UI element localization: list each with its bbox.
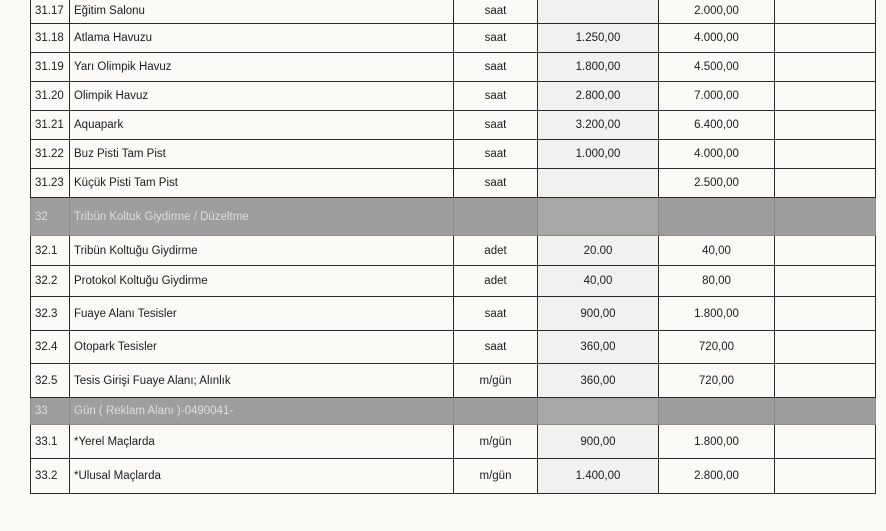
section-header-row [31, 198, 876, 236]
item-description: Küçük Pisti Tam Pist [70, 169, 454, 198]
price-cell-1: 900,00 [538, 425, 659, 459]
price-cell-2: 2.800,00 [659, 459, 775, 494]
item-unit: m/gün [454, 459, 538, 494]
item-number: 32 [31, 198, 70, 236]
price-cell-1: 20.00 [538, 236, 659, 266]
item-description: Otopark Tesisler [70, 331, 454, 364]
item-number: 31.23 [31, 169, 70, 198]
empty-cell [775, 266, 876, 297]
empty-cell [775, 111, 876, 140]
price-cell-1 [538, 0, 659, 24]
item-unit: m/gün [454, 425, 538, 459]
item-number: 33.2 [31, 459, 70, 494]
table-row [31, 297, 876, 331]
item-number: 31.21 [31, 111, 70, 140]
unit-cell [454, 198, 538, 236]
item-description: Eğitim Salonu [70, 0, 454, 24]
empty-cell [775, 236, 876, 266]
empty-cell [775, 198, 876, 236]
table-row [31, 140, 876, 169]
item-unit: saat [454, 53, 538, 82]
item-number: 31.20 [31, 82, 70, 111]
tariff-table-body [31, 0, 876, 494]
item-number: 31.22 [31, 140, 70, 169]
price-cell-1 [538, 198, 659, 236]
empty-cell [775, 364, 876, 398]
item-number: 31.18 [31, 24, 70, 53]
empty-cell [775, 398, 876, 425]
item-description: Tribün Koltuğu Giydirme [70, 236, 454, 266]
item-unit: saat [454, 82, 538, 111]
price-cell-1: 3.200,00 [538, 111, 659, 140]
unit-cell [454, 398, 538, 425]
price-cell-1: 360,00 [538, 364, 659, 398]
item-description: Atlama Havuzu [70, 24, 454, 53]
item-unit: saat [454, 111, 538, 140]
item-description: Tesis Girişi Fuaye Alanı; Alınlık [70, 364, 454, 398]
item-description: Protokol Koltuğu Giydirme [70, 266, 454, 297]
section-title: Gün ( Reklam Alanı )-0490041- [70, 398, 454, 425]
table-row [31, 331, 876, 364]
item-description: Fuaye Alanı Tesisler [70, 297, 454, 331]
price-cell-2: 1.800,00 [659, 297, 775, 331]
item-description: *Ulusal Maçlarda [70, 459, 454, 494]
price-cell-2: 7.000,00 [659, 82, 775, 111]
item-unit: saat [454, 140, 538, 169]
price-cell-1 [538, 169, 659, 198]
item-number: 32.2 [31, 266, 70, 297]
item-number: 32.3 [31, 297, 70, 331]
table-row [31, 82, 876, 111]
empty-cell [775, 53, 876, 82]
price-cell-2: 4.000,00 [659, 24, 775, 53]
table-row [31, 169, 876, 198]
price-cell-2: 720,00 [659, 364, 775, 398]
item-number: 33.1 [31, 425, 70, 459]
empty-cell [775, 169, 876, 198]
table-row [31, 459, 876, 494]
price-cell-2: 40,00 [659, 236, 775, 266]
item-description: Buz Pisti Tam Pist [70, 140, 454, 169]
price-cell-2: 720,00 [659, 331, 775, 364]
price-cell-1: 900,00 [538, 297, 659, 331]
table-row [31, 425, 876, 459]
item-number: 32.5 [31, 364, 70, 398]
empty-cell [775, 331, 876, 364]
table-row [31, 111, 876, 140]
tariff-table [30, 0, 876, 494]
price-cell-2: 2.500,00 [659, 169, 775, 198]
item-number: 31.19 [31, 53, 70, 82]
table-row [31, 266, 876, 297]
item-number: 32.1 [31, 236, 70, 266]
price-cell-2: 4.000,00 [659, 140, 775, 169]
empty-cell [775, 140, 876, 169]
item-description: *Yerel Maçlarda [70, 425, 454, 459]
empty-cell [775, 82, 876, 111]
item-unit: saat [454, 297, 538, 331]
table-row [31, 24, 876, 53]
item-number: 33 [31, 398, 70, 425]
empty-cell [775, 297, 876, 331]
empty-cell [775, 24, 876, 53]
empty-cell [775, 0, 876, 24]
empty-cell [775, 425, 876, 459]
price-cell-1: 1.800,00 [538, 53, 659, 82]
table-row [31, 364, 876, 398]
item-description: Aquapark [70, 111, 454, 140]
item-unit: saat [454, 331, 538, 364]
item-unit: saat [454, 0, 538, 24]
section-header-row [31, 398, 876, 425]
price-cell-1: 360,00 [538, 331, 659, 364]
item-unit: adet [454, 236, 538, 266]
item-number: 31.17 [31, 0, 70, 24]
price-cell-1: 1.000,00 [538, 140, 659, 169]
price-cell-2: 6.400,00 [659, 111, 775, 140]
price-cell-2 [659, 398, 775, 425]
price-cell-1: 2.800,00 [538, 82, 659, 111]
item-unit: saat [454, 24, 538, 53]
price-cell-1: 1.250,00 [538, 24, 659, 53]
item-unit: m/gün [454, 364, 538, 398]
price-cell-2: 4.500,00 [659, 53, 775, 82]
price-cell-2: 80,00 [659, 266, 775, 297]
section-title: Tribün Koltuk Giydirme / Düzeltme [70, 198, 454, 236]
item-description: Olimpik Havuz [70, 82, 454, 111]
empty-cell [775, 459, 876, 494]
table-row [31, 53, 876, 82]
item-unit: saat [454, 169, 538, 198]
price-cell-2: 2.000,00 [659, 0, 775, 24]
table-row [31, 0, 876, 24]
price-cell-1 [538, 398, 659, 425]
price-cell-2: 1.800,00 [659, 425, 775, 459]
item-unit: adet [454, 266, 538, 297]
item-number: 32.4 [31, 331, 70, 364]
item-description: Yarı Olimpik Havuz [70, 53, 454, 82]
price-cell-1: 40,00 [538, 266, 659, 297]
price-cell-1: 1.400,00 [538, 459, 659, 494]
price-cell-2 [659, 198, 775, 236]
table-row [31, 236, 876, 266]
